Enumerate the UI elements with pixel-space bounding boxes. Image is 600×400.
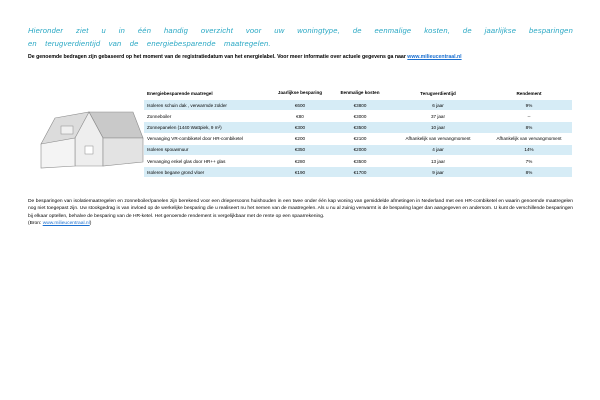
cell-terugverdientijd: 10 jaar bbox=[430, 124, 446, 130]
table-row bbox=[144, 134, 572, 145]
cell-maatregel: Zonnepanelen (1440 Wattpiek, 9 m²) bbox=[147, 124, 222, 130]
cell-rendement: 14% bbox=[524, 147, 534, 153]
cell-kosten: €2000 bbox=[353, 147, 367, 153]
house-illustration bbox=[33, 108, 145, 170]
intro-text bbox=[28, 24, 573, 50]
table-row bbox=[144, 145, 572, 156]
footer-text bbox=[28, 198, 573, 227]
info-note-text: De genoemde bedragen zijn gebaseerd op het moment van de registratiedatum van het energielabel. Voor meer informatie over actuele gegevens ga naar bbox=[28, 54, 406, 60]
cell-maatregel: Zonneboiler bbox=[147, 113, 172, 119]
intro-line-1: Hieronder ziet u in één handig overzicht voor uw woningtype, de eenmalige kosten, de jaarlijkse besparingen bbox=[28, 26, 573, 35]
header-rendement: Rendement bbox=[516, 90, 542, 96]
table-row bbox=[144, 111, 572, 122]
cell-kosten: €1700 bbox=[353, 169, 367, 175]
cell-maatregel: Isoleren spouwmuur bbox=[147, 147, 189, 153]
cell-kosten: €3500 bbox=[353, 124, 367, 130]
cell-maatregel: Vervanging enkel glas door HR++ glas bbox=[147, 158, 226, 164]
cell-rendement: 8% bbox=[525, 124, 533, 130]
cell-besparing: €600 bbox=[294, 102, 306, 108]
header-maatregel: Energiebesparende maatregel bbox=[147, 90, 213, 96]
table-row bbox=[144, 167, 572, 178]
cell-terugverdientijd: Afhankelijk van vervangmoment bbox=[405, 136, 471, 142]
cell-maatregel: Isoleren schuin dak , verwarmde zolder bbox=[147, 102, 227, 108]
cell-maatregel: Vervanging VR-combiketel door HR-combiketel bbox=[147, 136, 243, 142]
footer-paragraph: De besparingen van isolatiemaatregelen en zonneboiler/panelen zijn berekend voor een driepersoons huishouden in een twee onder één kap woning van gemiddelde afmetingen in Nederland met een HR-combiketel en waarin genoemde maatregelen nog niet toegepast zijn. Uw stookgedrag is van invloed op de werkelijke besparing die u realiseert nu het nemen van de maatregelen. Als u nu al zuinig verwarmt is de besparing lager dan aangegeven en andersom. U kunt de verschillende besparingen bij elkaar optellen, behalve de besparing van de HR-ketel. Het genoemde rendement is vergelijkbaar met de rente op een spaarrekening. bbox=[28, 199, 573, 219]
info-note bbox=[28, 54, 573, 62]
cell-terugverdientijd: 9 jaar bbox=[432, 169, 444, 175]
source-prefix: (Bron: bbox=[28, 220, 43, 226]
header-besparing: Jaarlijkse besparing bbox=[277, 90, 323, 96]
cell-terugverdientijd: 37 jaar bbox=[430, 113, 446, 119]
source-suffix: ) bbox=[89, 220, 92, 226]
cell-rendement: 8% bbox=[525, 169, 533, 175]
intro-line-2: en terugverdientijd van de energiebesparende maatregelen. bbox=[28, 39, 271, 48]
cell-besparing: €190 bbox=[294, 169, 306, 175]
cell-kosten: €2100 bbox=[353, 136, 367, 142]
cell-kosten: €3500 bbox=[353, 158, 367, 164]
cell-besparing: €350 bbox=[294, 147, 306, 153]
cell-rendement: 9% bbox=[525, 102, 533, 108]
cell-besparing: €80 bbox=[296, 113, 304, 119]
table-header bbox=[144, 86, 572, 100]
cell-kosten: €3000 bbox=[353, 113, 367, 119]
cell-terugverdientijd: 4 jaar bbox=[432, 147, 444, 153]
measures-table bbox=[144, 86, 572, 178]
cell-kosten: €3800 bbox=[353, 102, 367, 108]
cell-maatregel: Isoleren begane grond vloer bbox=[147, 169, 205, 175]
cell-terugverdientijd: 6 jaar bbox=[432, 102, 444, 108]
table-row bbox=[144, 122, 572, 133]
header-kosten: Eenmalige kosten bbox=[340, 90, 380, 96]
header-terugverdientijd: Terugverdientijd bbox=[420, 90, 456, 96]
cell-besparing: €280 bbox=[294, 158, 306, 164]
cell-besparing: €300 bbox=[294, 124, 306, 130]
table-row bbox=[144, 156, 572, 167]
source-line bbox=[28, 220, 573, 227]
cell-besparing: €200 bbox=[294, 136, 306, 142]
table-row bbox=[144, 100, 572, 111]
cell-rendement: -- bbox=[527, 113, 531, 119]
cell-rendement: 7% bbox=[525, 158, 533, 164]
source-link[interactable]: www.milieucentraal.nl bbox=[42, 220, 90, 226]
cell-terugverdientijd: 13 jaar bbox=[430, 158, 446, 164]
info-note-link[interactable]: www.milieucentraal.nl bbox=[407, 54, 462, 60]
cell-rendement: Afhankelijk van vervangmoment bbox=[496, 136, 562, 142]
